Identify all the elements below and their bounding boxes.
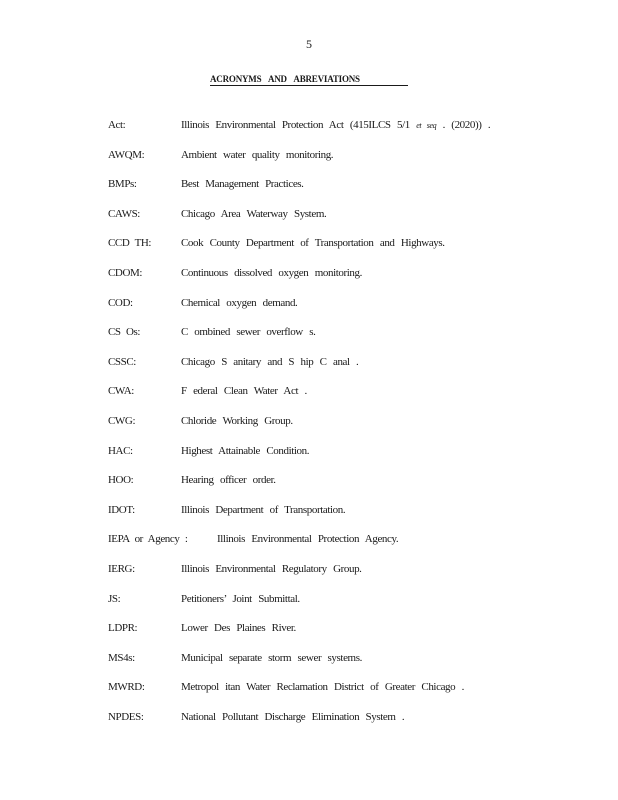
acronym-term: AWQM: xyxy=(108,148,145,161)
acronym-entry xyxy=(108,555,578,585)
acronym-entry xyxy=(108,111,578,141)
acronym-entry xyxy=(108,348,578,378)
acronym-term: IERG: xyxy=(108,562,135,575)
acronym-definition-text: Illinois Environmental Protection Agency. xyxy=(217,533,399,546)
acronym-definition-text: Cook County Department of Transportation and Highways. xyxy=(181,237,445,250)
acronym-term: CS Os: xyxy=(108,326,141,339)
acronym-definition-text: Chemical oxygen demand. xyxy=(181,296,298,309)
acronym-definition-text: Illinois Environmental Protection Act (415ILCS 5/1 xyxy=(181,119,410,131)
acronym-definition xyxy=(181,259,362,287)
acronym-definition xyxy=(181,585,300,613)
acronym-definition-text: Hearing officer order. xyxy=(181,474,276,487)
acronym-term: MS4s: xyxy=(108,651,135,664)
acronym-entry xyxy=(108,170,578,200)
acronym-definition-text: Lower Des Plaines River. xyxy=(181,622,296,635)
acronym-definition xyxy=(181,437,309,465)
acronym-definition-text: Municipal separate storm sewer systems. xyxy=(181,651,362,664)
acronym-list xyxy=(108,111,578,732)
acronym-definition xyxy=(181,289,297,317)
acronym-entry xyxy=(108,673,578,703)
acronym-entry xyxy=(108,318,578,348)
acronym-term: HOO: xyxy=(108,474,134,487)
acronym-definition-text: Best Management Practices. xyxy=(181,178,304,191)
acronym-entry xyxy=(108,496,578,526)
acronym-entry xyxy=(108,141,578,171)
acronym-definition-text: Chicago S anitary and S hip C anal . xyxy=(181,355,359,368)
acronym-definition-text: National Pollutant Discharge Elimination System . xyxy=(181,710,405,723)
acronym-definition-text: Illinois Environmental Regulatory Group. xyxy=(181,562,362,575)
acronym-definition xyxy=(181,141,333,169)
acronym-term: CDOM: xyxy=(108,266,143,279)
acronym-definition-text: Chloride Working Group. xyxy=(181,414,293,427)
acronym-definition xyxy=(181,496,345,524)
acronym-definition-italic: et seq xyxy=(416,121,437,130)
acronym-entry xyxy=(108,644,578,674)
acronym-term: CWA: xyxy=(108,385,134,398)
acronym-term: CAWS: xyxy=(108,207,140,220)
acronym-entry xyxy=(108,703,578,733)
acronym-definition xyxy=(181,348,358,376)
acronym-term: MWRD: xyxy=(108,681,145,694)
acronym-definition xyxy=(181,170,304,198)
acronym-definition-text: Continuous dissolved oxygen monitoring. xyxy=(181,266,362,279)
acronym-term: COD: xyxy=(108,296,133,309)
acronym-entry xyxy=(108,407,578,437)
acronym-entry xyxy=(108,229,578,259)
page-heading: ACRONYMS AND ABREVIATIONS xyxy=(210,74,408,86)
acronym-entry xyxy=(108,525,578,555)
acronym-term: CSSC: xyxy=(108,355,136,368)
acronym-entry xyxy=(108,614,578,644)
acronym-entry xyxy=(108,200,578,230)
acronym-term: LDPR: xyxy=(108,622,138,635)
acronym-term: CCD TH: xyxy=(108,237,152,250)
acronym-definition-text: C ombined sewer overflow s. xyxy=(181,326,316,339)
acronym-term: Act: xyxy=(108,119,126,131)
acronym-entry xyxy=(108,259,578,289)
acronym-term: CWG: xyxy=(108,414,136,427)
acronym-entry xyxy=(108,289,578,319)
acronym-definition xyxy=(181,407,293,435)
acronym-definition-suffix: . (2020)) . xyxy=(442,119,491,131)
acronym-definition-text: Highest Attainable Condition. xyxy=(181,444,310,457)
acronym-term: IDOT: xyxy=(108,503,135,516)
acronym-definition xyxy=(181,555,362,583)
acronym-definition xyxy=(181,614,296,642)
acronym-term: HAC: xyxy=(108,444,133,457)
page-number: 5 xyxy=(306,37,312,51)
acronym-term: BMPs: xyxy=(108,178,137,191)
acronym-definition xyxy=(181,673,464,701)
acronym-definition xyxy=(181,644,362,672)
acronym-entry xyxy=(108,437,578,467)
acronym-definition xyxy=(181,466,276,494)
acronym-definition xyxy=(181,377,307,405)
acronym-definition-text: Metropol itan Water Reclamation District of Greater Chicago . xyxy=(181,681,464,694)
acronym-definition xyxy=(181,229,445,257)
acronym-definition xyxy=(181,200,326,228)
acronym-definition xyxy=(181,318,315,346)
acronym-definition-text: F ederal Clean Water Act . xyxy=(181,385,307,398)
acronym-definition xyxy=(181,703,404,731)
acronym-entry xyxy=(108,585,578,615)
acronym-term: NPDES: xyxy=(108,710,144,723)
acronym-definition xyxy=(217,525,398,553)
acronym-definition-text: Ambient water quality monitoring. xyxy=(181,148,334,161)
acronym-definition-text: Petitioners’ Joint Submittal. xyxy=(181,592,300,605)
acronym-entry xyxy=(108,466,578,496)
acronym-definition-text: Illinois Department of Transportation. xyxy=(181,503,346,516)
acronym-term: JS: xyxy=(108,592,121,605)
acronym-entry xyxy=(108,377,578,407)
acronym-definition-text: Chicago Area Waterway System. xyxy=(181,207,327,220)
acronym-definition xyxy=(181,111,490,140)
acronym-term: IEPA or Agency : xyxy=(108,533,188,546)
